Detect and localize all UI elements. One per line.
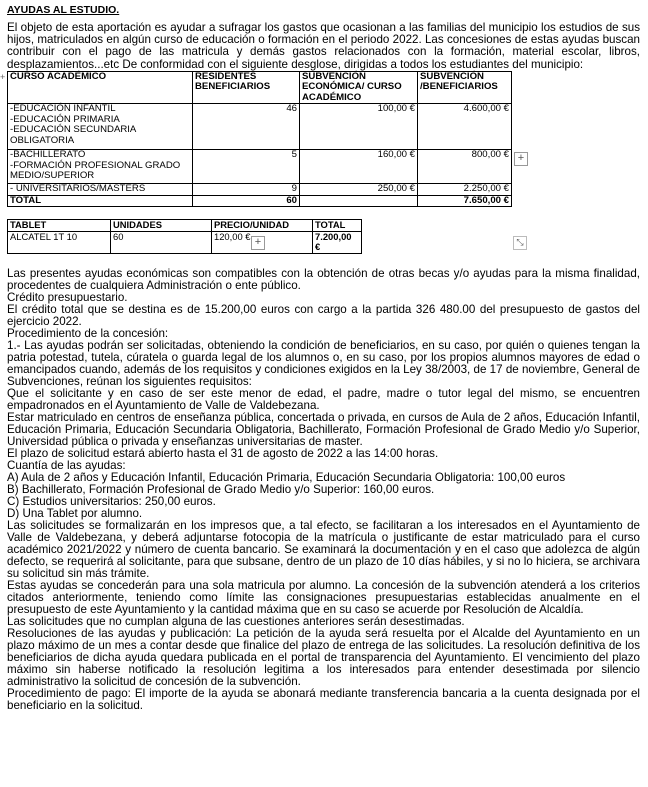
cell-curso[interactable]: - UNIVERSITARIOS/MASTERS <box>8 184 193 196</box>
cell-total[interactable]: 2.250,00 € <box>418 184 512 196</box>
body-paragraph: Procedimiento de la concesión: <box>7 326 169 340</box>
cell-subvencion[interactable]: 250,00 € <box>300 184 418 196</box>
cell-total[interactable]: 800,00 € <box>418 150 512 184</box>
body-paragraph: C) Estudios universitarios: 250,00 euros. <box>7 494 216 508</box>
cell-total[interactable]: 7.200,00 € <box>313 231 362 253</box>
cell-total[interactable]: 4.600,00 € <box>418 104 512 150</box>
table-row <box>8 231 362 253</box>
table-header-row <box>8 71 512 104</box>
cell-curso[interactable]: -EDUCACIÓN INFANTIL -EDUCACIÓN PRIMARIA -EDUCACIÓN SECUNDARIA OBLIGATORIA <box>8 104 193 150</box>
header-subvencion: SUBVENCIÓN ECONÓMICA/ CURSO ACADÉMICO <box>300 71 418 104</box>
header-total: TOTAL <box>313 220 362 232</box>
cell-subvencion[interactable]: 100,00 € <box>300 104 418 150</box>
body-paragraph: El plazo de solicitud estará abierto hasta el 31 de agosto de 2022 a las 14:00 horas. <box>7 446 439 460</box>
document-title: AYUDAS AL ESTUDIO. <box>7 4 120 16</box>
body-paragraph: Las presentes ayudas económicas son compatibles con la obtención de otras becas y/o ayudas para la misma finalidad, procedentes de cualquiera Administración o ente público. <box>7 266 640 292</box>
body-paragraph: El crédito total que se destina es de 15.200,00 euros con cargo a la partida 326 480.00 del presupuesto de gastos del ejercicio 2022. <box>7 302 640 328</box>
cell-total-amount[interactable]: 7.650,00 € <box>418 195 512 207</box>
body-paragraph: Estas ayudas se concederán para una sola matricula por alumno. La concesión de la subvención atenderá a los criterios citados anteriormente, teniendo como límite las consignaciones presupuestarias establecidas anualmente en el presupuesto de este Ayuntamiento y la cantidad máxima que en su caso se acuerde por Resolución de Alcaldía. <box>7 578 640 616</box>
cell-total-subvencion[interactable] <box>300 195 418 207</box>
document-body <box>7 268 640 712</box>
cell-residentes[interactable]: 9 <box>193 184 300 196</box>
body-paragraph: Que el solicitante y en caso de ser este menor de edad, el padre, madre o tutor legal del mismo, se encuentren empadronados en el Ayuntamiento de Valle de Valdebezana. <box>7 386 640 412</box>
body-paragraph: Crédito presupuestario. <box>7 290 128 304</box>
add-row-icon[interactable]: + <box>251 236 265 250</box>
body-paragraph: 1.- Las ayudas podrán ser solicitadas, obteniendo la condición de beneficiarios, en su caso, por quién o quienes tengan la patria potestad, tutela, cúratela o guarda legal de los alumnos o, en su caso, por los propios alumnos mayores de edad o emancipados cuando, además de los requisitos y condiciones exigidos en la Ley 38/2003, de 17 de noviembre, General de Subvenciones, reúnan los siguientes requisitos: <box>7 338 640 388</box>
body-paragraph: Las solicitudes que no cumplan alguna de las cuestiones anteriores serán desestimadas. <box>7 614 465 628</box>
cell-tablet[interactable]: ALCATEL 1T 10 <box>8 231 111 253</box>
anchor-icon: + <box>0 72 6 82</box>
header-precio: PRECIO/UNIDAD <box>212 220 313 232</box>
add-column-icon[interactable]: + <box>514 152 528 166</box>
tablet-table[interactable] <box>7 219 362 254</box>
subsidy-table[interactable] <box>7 71 512 208</box>
cell-total-residentes[interactable]: 60 <box>193 195 300 207</box>
cell-precio[interactable]: 120,00 € <box>212 231 313 253</box>
header-tablet: TABLET <box>8 220 111 232</box>
body-paragraph: Resoluciones de las ayudas y publicación: La petición de la ayuda será resuelta por el Alcalde del Ayuntamiento en un plazo máximo de un mes a contar desde que finalice del plazo de entrega de las solicitudes. La resolución definitiva de los beneficiarios de dicha ayuda quedara publicada en el portal de transparencia del Ayuntamiento. El vencimiento del plazo máximo sin haberse notificado la resolución legitima a los interesados para entender desestimada por silencio administrativo la solicitud de concesión de la subvención. <box>7 626 640 688</box>
cell-subvencion[interactable]: 160,00 € <box>300 150 418 184</box>
header-total: SUBVENCIÓN /BENEFICIARIOS <box>418 71 512 104</box>
table-row <box>8 150 512 184</box>
body-paragraph: D) Una Tablet por alumno. <box>7 506 143 520</box>
header-unidades: UNIDADES <box>111 220 212 232</box>
body-paragraph: Las solicitudes se formalizarán en los impresos que, a tal efecto, se facilitaran a los interesados en el Ayuntamiento de Valle de Valdebezana, y deberá adjuntarse fotocopia de la matrícula o justificante de estar matriculado para el curso académico 2021/2022 y número de cuenta bancario. Se examinará la documentación y en el caso que adolezca de algún defecto, se requerirá al solicitante, para que subsane, dentro de un plazo de 10 días hábiles, y si no lo hiciera, se archivara su solicitud sin más trámite. <box>7 518 640 580</box>
body-paragraph: B) Bachillerato, Formación Profesional de Grado Medio y/o Superior: 160,00 euros. <box>7 482 435 496</box>
table-header-row <box>8 220 362 232</box>
body-paragraph: Cuantía de las ayudas: <box>7 458 126 472</box>
body-paragraph: Procedimiento de pago: El importe de la ayuda se abonará mediante transferencia bancaria a la cuenta designada por el beneficiario en la solicitud. <box>7 686 640 712</box>
document-page <box>7 2 640 712</box>
cell-curso[interactable]: -BACHILLERATO -FORMACIÓN PROFESIONAL GRADO MEDIO/SUPERIOR <box>8 150 193 184</box>
cell-total-label[interactable]: TOTAL <box>8 195 193 207</box>
body-paragraph: A) Aula de 2 años y Educación Infantil, Educación Primaria, Educación Secundaria Obligatoria: 100,00 euros <box>7 470 566 484</box>
table-row <box>8 104 512 150</box>
cell-unidades[interactable]: 60 <box>111 231 212 253</box>
table-row <box>8 184 512 196</box>
cell-residentes[interactable]: 46 <box>193 104 300 150</box>
intro-paragraph: El objeto de esta aportación es ayudar a sufragar los gastos que ocasionan a las familias del municipio los estudios de sus hijos, matriculados en algún curso de educación o formación en el periodo 2022. Las concesiones de estas ayudas buscan contribuir con el pago de las matricula y demás gastos relacionados con la formación, material escolar, libros, desplazamientos...etc De conformidad con el siguiente desglose, dirigidas a todos los estudiantes del municipio: <box>7 21 640 71</box>
table-total-row <box>8 195 512 207</box>
body-paragraph: Estar matriculado en centros de enseñanza pública, concertada o privada, en cursos de Aula de 2 años, Educación Infantil, Educación Primaria, Educación Secundaria Obligatoria, Bachillerato, Formación Profesional de Grado Medio y/o Superior, Universidad pública o privada y enseñanzas universitarias de master. <box>7 410 640 448</box>
header-curso: CURSO ACADÉMICO <box>8 71 193 104</box>
resize-handle-icon[interactable]: ⤡ <box>513 236 527 250</box>
header-residentes: RESIDENTES BENEFICIARIOS <box>193 71 300 104</box>
cell-residentes[interactable]: 5 <box>193 150 300 184</box>
